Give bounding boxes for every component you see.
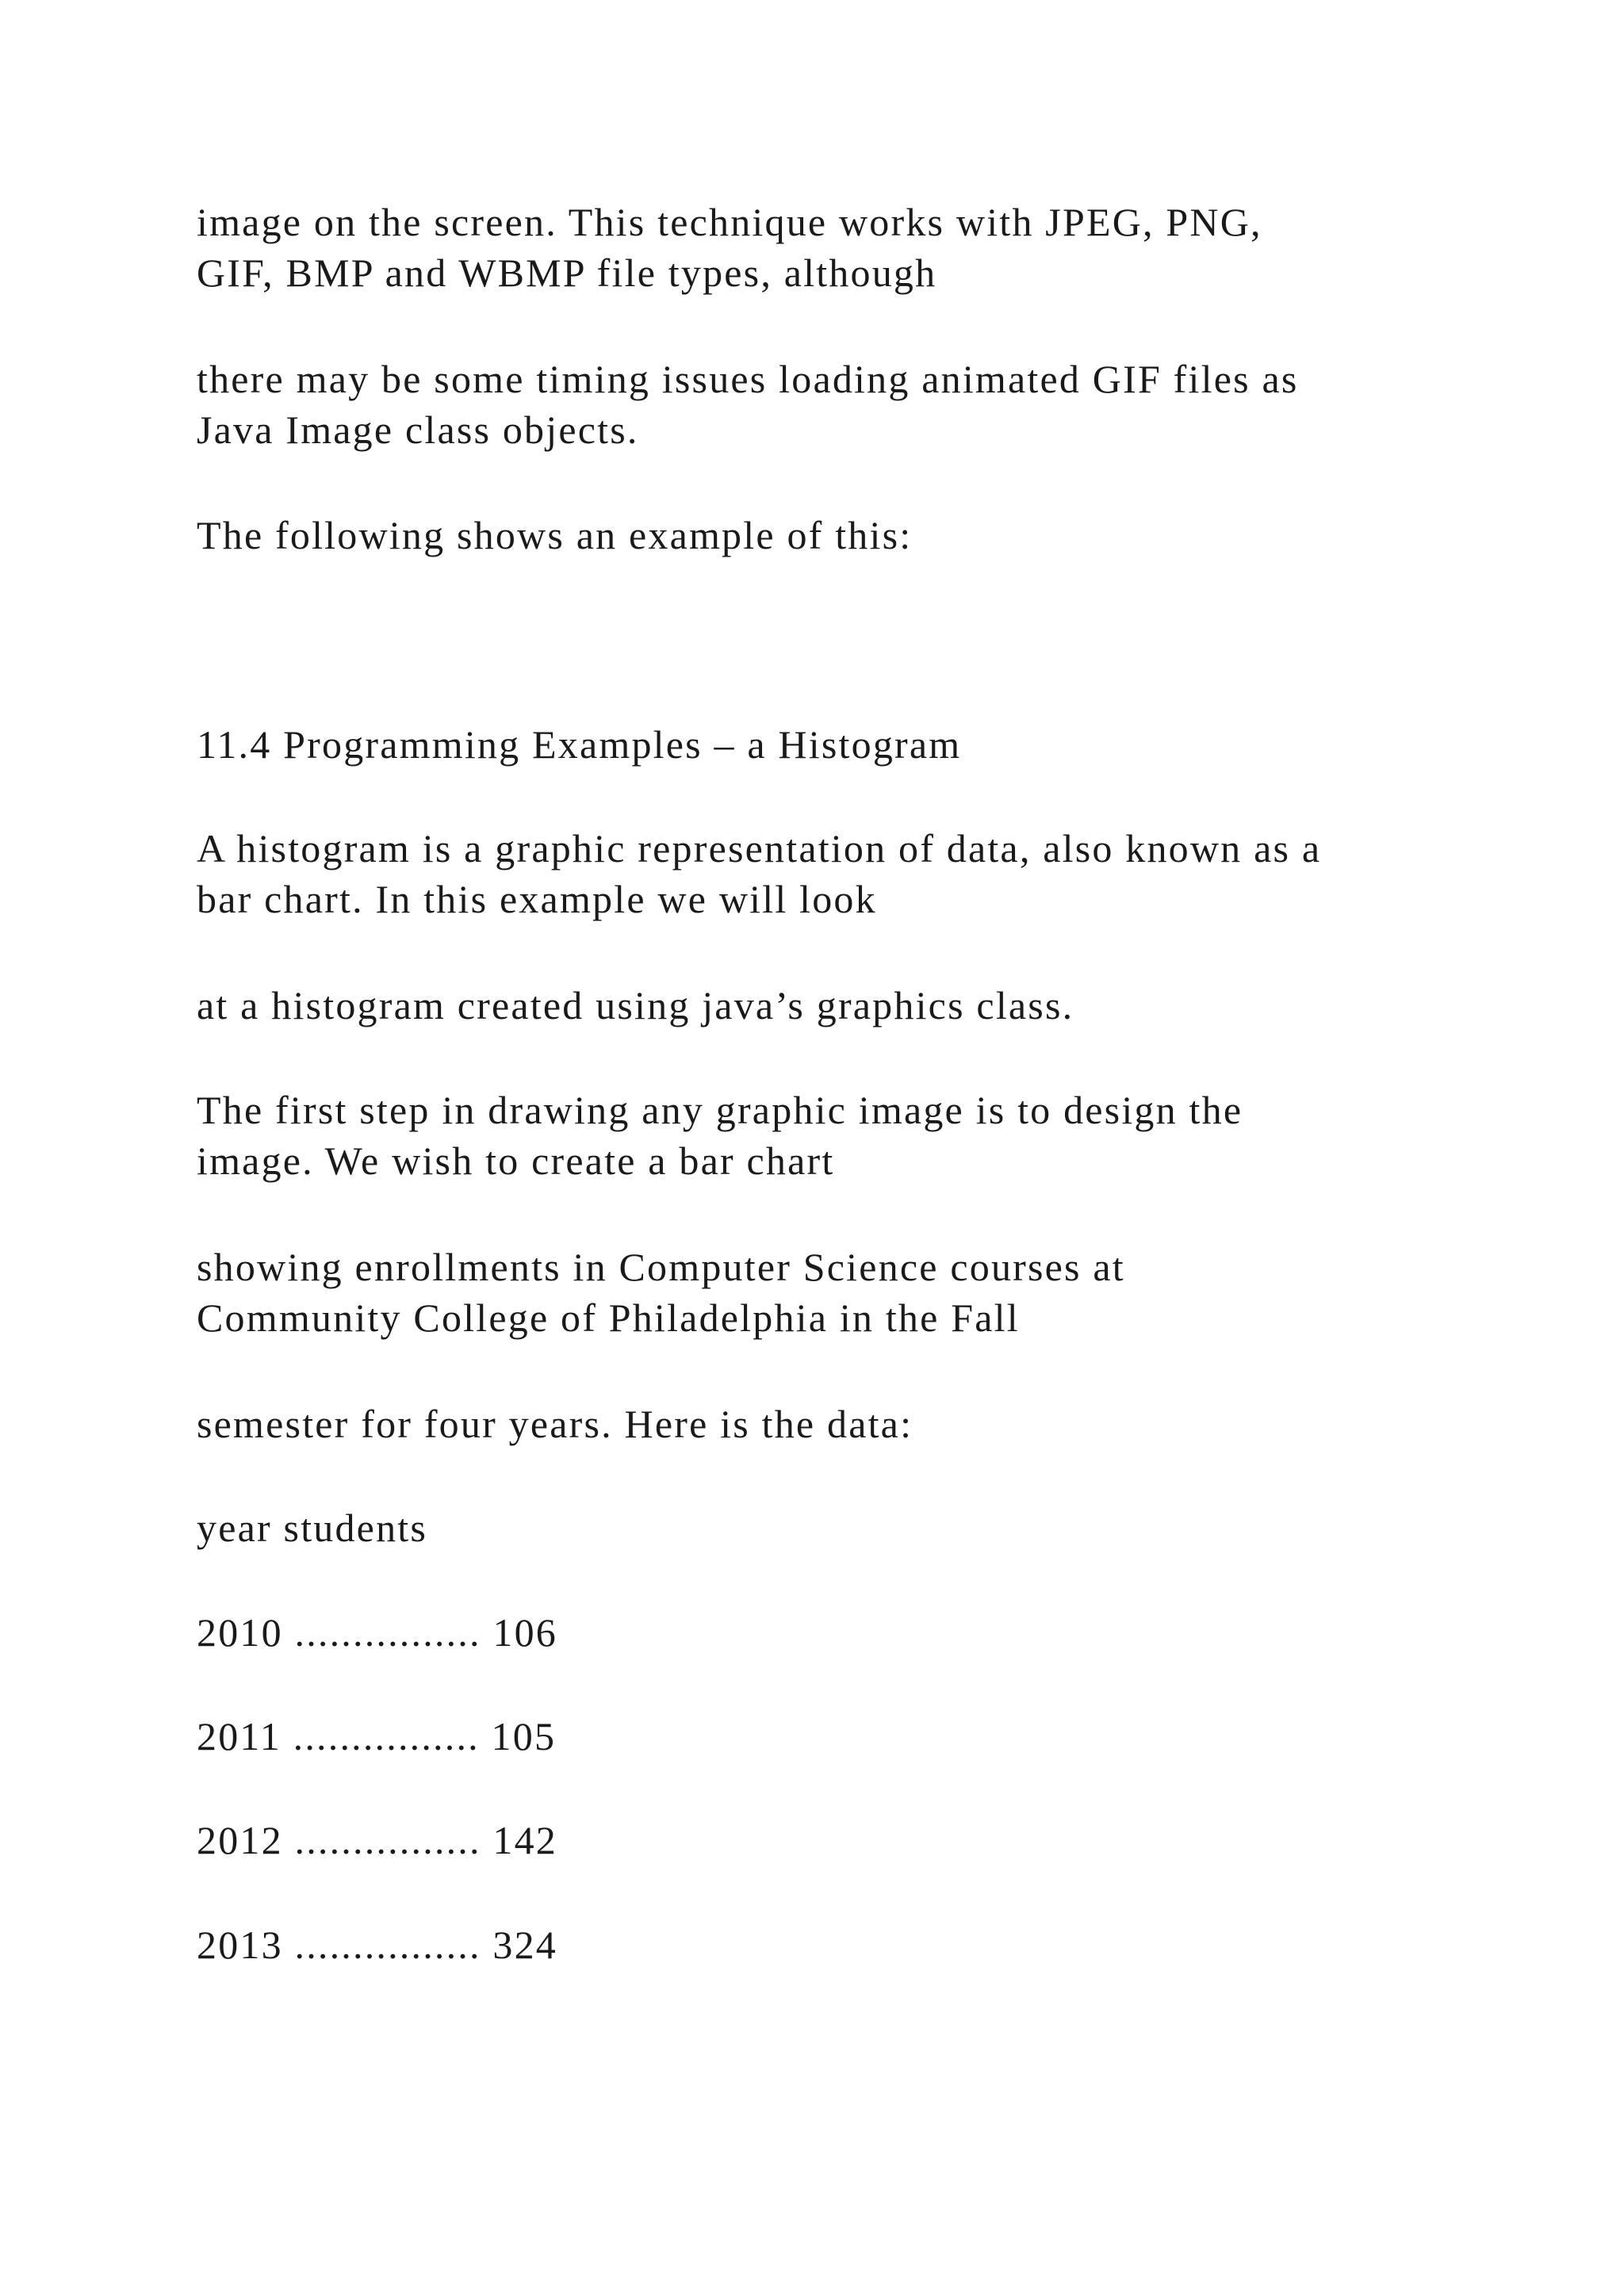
text-line: GIF, BMP and WBMP file types, although xyxy=(197,251,937,295)
paragraph-timing-note xyxy=(197,354,1545,455)
text-line: there may be some timing issues loading animated GIF files as xyxy=(197,357,1299,401)
data-table-header xyxy=(197,1502,1545,1553)
text-line: 2013 ................ 324 xyxy=(197,1923,557,1967)
text-line: image on the screen. This technique works with JPEG, PNG, xyxy=(197,200,1262,244)
text-line: at a histogram created using java’s graphics class. xyxy=(197,983,1074,1027)
heading-text: 11.4 Programming Examples – a Histogram xyxy=(197,722,962,767)
text-line: A histogram is a graphic representation of data, also known as a xyxy=(197,826,1322,871)
data-row xyxy=(197,1607,1545,1658)
text-line: year students xyxy=(197,1506,428,1550)
data-row xyxy=(197,1815,1545,1866)
paragraph-histogram-definition xyxy=(197,823,1545,924)
text-line: The following shows an example of this: xyxy=(197,513,913,557)
paragraph-enrollment-desc xyxy=(197,1242,1545,1343)
paragraph-intro-continued xyxy=(197,197,1545,298)
section-heading xyxy=(197,719,1545,770)
data-row xyxy=(197,1919,1545,1970)
text-line: Java Image class objects. xyxy=(197,408,639,452)
text-line: bar chart. In this example we will look xyxy=(197,877,877,921)
data-row xyxy=(197,1711,1545,1762)
text-line: showing enrollments in Computer Science courses at xyxy=(197,1245,1125,1289)
text-line: The first step in drawing any graphic image is to design the xyxy=(197,1088,1243,1132)
paragraph-design-step xyxy=(197,1085,1545,1186)
text-line: 2010 ................ 106 xyxy=(197,1610,557,1655)
text-line: image. We wish to create a bar chart xyxy=(197,1138,835,1183)
paragraph-example-intro xyxy=(197,510,1545,561)
paragraph-data-intro xyxy=(197,1399,1545,1449)
text-line: 2012 ................ 142 xyxy=(197,1818,557,1862)
paragraph-histogram-java xyxy=(197,980,1545,1031)
text-line: 2011 ................ 105 xyxy=(197,1714,557,1758)
text-line: semester for four years. Here is the data: xyxy=(197,1402,914,1446)
text-line: Community College of Philadelphia in the Fall xyxy=(197,1295,1020,1340)
